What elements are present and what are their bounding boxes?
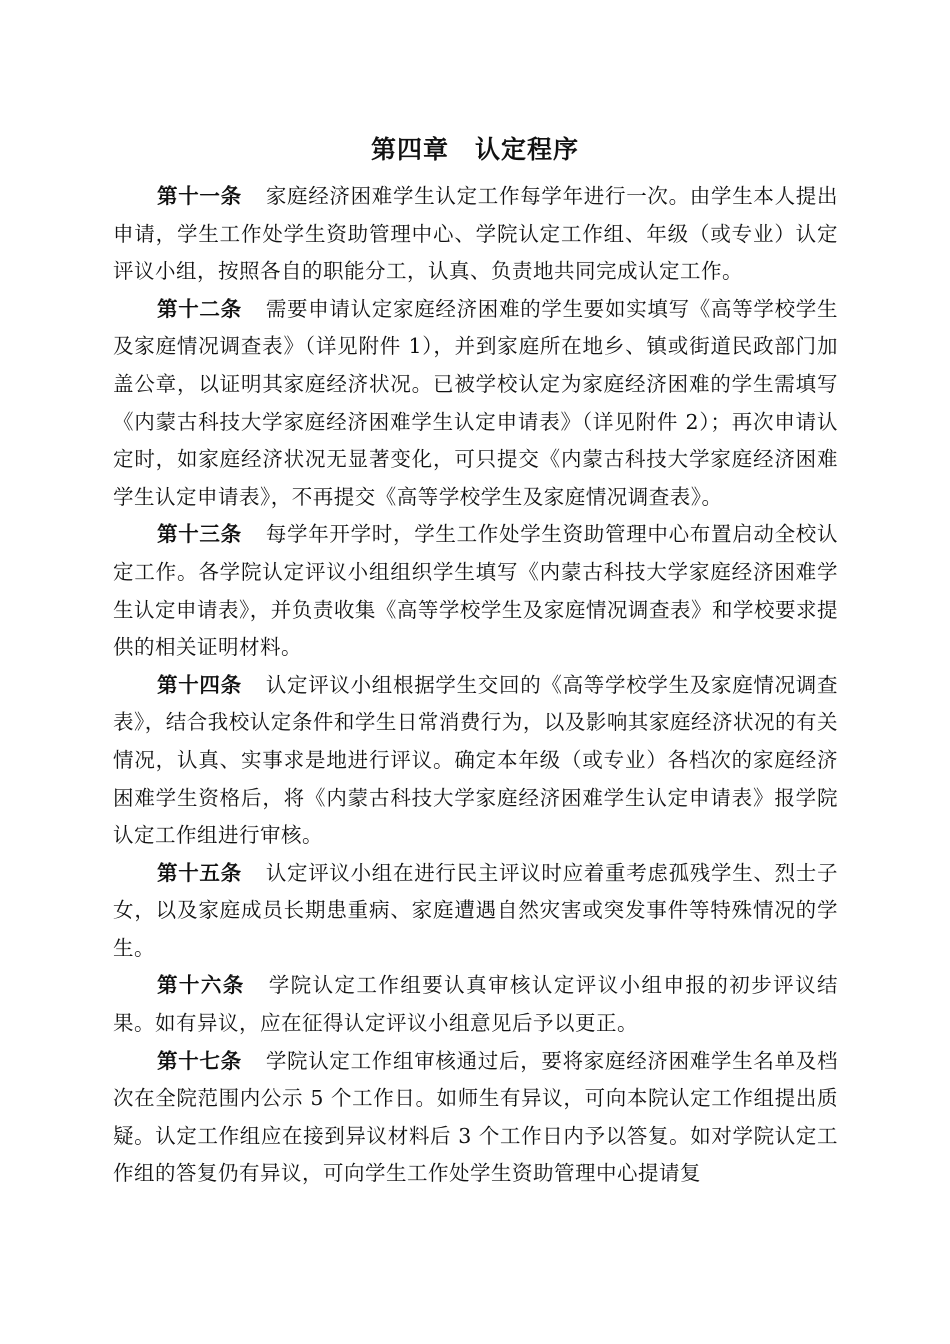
- article-label: 第十七条: [157, 1048, 242, 1073]
- article-label: 第十四条: [157, 672, 242, 697]
- chapter-title: 第四章 认定程序: [370, 135, 579, 164]
- article-12: [113, 291, 838, 517]
- article-text: 认定评议小组根据学生交回的《高等学校学生及家庭情况调查表》，结合我校认定条件和学生日常消费行为，以及影响其家庭经济状况的有关情况，认真、实事求是地进行评议。确定本年级（或专业）各档次的家庭经济困难学生资格后，将《内蒙古科技大学家庭经济困难学生认定申请表》报学院认定工作组进行审核。: [113, 672, 839, 848]
- article-label: 第十二条: [157, 296, 242, 321]
- article-15: [113, 855, 838, 968]
- article-14: [113, 667, 838, 855]
- article-17: [113, 1043, 838, 1193]
- chapter-body: [113, 178, 838, 1193]
- article-label: 第十五条: [157, 860, 242, 885]
- article-text: 家庭经济困难学生认定工作每学年进行一次。由学生本人提出申请，学生工作处学生资助管理中心、学院认定工作组、年级（或专业）认定评议小组，按照各自的职能分工，认真、负责地共同完成认定工作。: [113, 184, 839, 284]
- article-text: 学院认定工作组要认真审核认定评议小组申报的初步评议结果。如有异议，应在征得认定评议小组意见后予以更正。: [113, 973, 839, 1036]
- article-text: 每学年开学时，学生工作处学生资助管理中心布置启动全校认定工作。各学院认定评议小组组织学生填写《内蒙古科技大学家庭经济困难学生认定申请表》，并负责收集《高等学校学生及家庭情况调查表》和学校要求提供的相关证明材料。: [113, 522, 839, 660]
- article-label: 第十六条: [157, 973, 245, 998]
- article-16: [113, 967, 838, 1042]
- article-text: 需要申请认定家庭经济困难的学生要如实填写《高等学校学生及家庭情况调查表》（详见附件 1），并到家庭所在地乡、镇或街道民政部门加盖公章，以证明其家庭经济状况。已被学校认定为家庭经济困难的学生需填写《内蒙古科技大学家庭经济困难学生认定申请表》（详见附件 2）；再次申请认定时，如家庭经济状况无显著变化，可只提交《内蒙古科技大学家庭经济困难学生认定申请表》，不再提交《高等学校学生及家庭情况调查表》。: [113, 296, 839, 509]
- article-text: 认定评议小组在进行民主评议时应着重考虑孤残学生、烈士子女，以及家庭成员长期患重病、家庭遭遇自然灾害或突发事件等特殊情况的学生。: [113, 860, 839, 960]
- article-label: 第十一条: [157, 184, 242, 208]
- article-11: [113, 178, 838, 291]
- article-label: 第十三条: [157, 522, 242, 547]
- article-13: [113, 516, 838, 666]
- article-text: 学院认定工作组审核通过后，要将家庭经济困难学生名单及档次在全院范围内公示 5 个工作日。如师生有异议，可向本院认定工作组提出质疑。认定工作组应在接到异议材料后 3 个工作日内予以答复。如对学院认定工作组的答复仍有异议，可向学生工作处学生资助管理中心提请复: [113, 1048, 839, 1186]
